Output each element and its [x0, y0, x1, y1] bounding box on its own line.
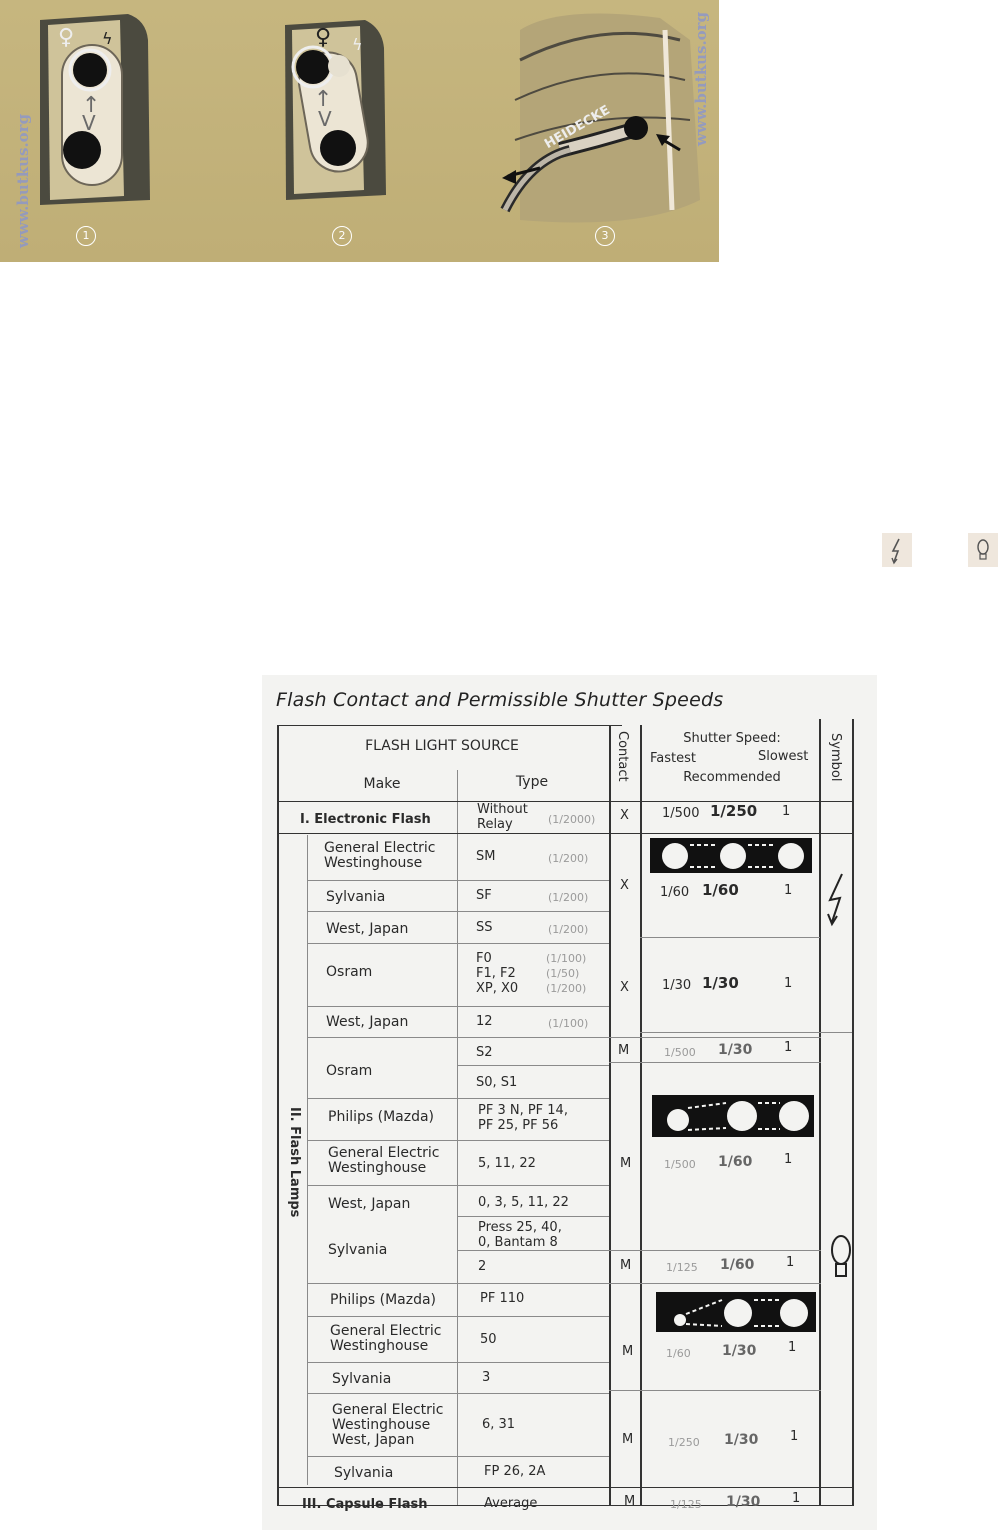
contact-row-14: M — [622, 1344, 634, 1359]
note-row-5: (1/100) — [548, 1017, 589, 1030]
electronic-flash-symbol-icon — [822, 870, 852, 930]
fastest-row-0: 1/500 — [662, 806, 700, 821]
type-row-16: 6, 31 — [482, 1417, 516, 1432]
contact-row-0: X — [620, 808, 629, 823]
flash-connection-illustration — [0, 0, 719, 262]
shutter-slot-graphic-m2 — [656, 1292, 816, 1332]
header-symbol: Symbol — [828, 733, 843, 782]
slowest-row-2: 1 — [784, 883, 793, 898]
recommended-row-4: 1/30 — [702, 974, 739, 992]
note-row-3: (1/200) — [548, 923, 589, 936]
header-shutter-speed: Shutter Speed: — [683, 731, 781, 746]
type-row-10: 0, 3, 5, 11, 22 — [478, 1195, 569, 1210]
flash-contact-table — [262, 675, 877, 1530]
recommended-row-6: 1/30 — [718, 1042, 753, 1058]
group-flash-lamps: II. Flash Lamps — [287, 1107, 302, 1218]
watermark-left: www.butkus.org — [14, 113, 33, 249]
note-row-0: (1/2000) — [548, 813, 596, 826]
type-row-13: PF 110 — [480, 1291, 525, 1306]
watermark-right: www.butkus.org — [692, 11, 711, 147]
fastest-row-16: 1/250 — [668, 1436, 700, 1449]
make-row-1: General Electric Westinghouse — [324, 840, 436, 871]
shutter-slot-graphic-m1 — [652, 1095, 814, 1137]
type-row-8: PF 3 N, PF 14, PF 25, PF 56 — [478, 1103, 568, 1133]
svg-text:♀: ♀ — [58, 25, 75, 50]
slowest-row-16: 1 — [790, 1429, 799, 1444]
type-row-11: Press 25, 40, 0, Bantam 8 — [478, 1220, 562, 1250]
make-row-11: Sylvania — [328, 1242, 388, 1258]
slowest-row-14: 1 — [788, 1340, 797, 1355]
contact-row-18: M — [624, 1494, 636, 1509]
recommended-row-18: 1/30 — [726, 1494, 761, 1510]
make-row-15: Sylvania — [332, 1371, 392, 1387]
note-row-1: (1/200) — [548, 852, 589, 865]
header-recommended: Recommended — [683, 770, 781, 785]
header-source: FLASH LIGHT SOURCE — [365, 738, 519, 754]
fastest-row-4: 1/30 — [662, 978, 692, 993]
type-row-17: FP 26, 2A — [484, 1464, 546, 1479]
make-row-17: Sylvania — [334, 1465, 394, 1481]
contact-row-9: M — [620, 1156, 632, 1171]
recommended-row-14: 1/30 — [722, 1343, 757, 1359]
header-slowest: Slowest — [758, 749, 809, 764]
type-row-14: 50 — [480, 1332, 497, 1347]
make-row-13: Philips (Mazda) — [330, 1292, 437, 1308]
note-row-2: (1/200) — [548, 891, 589, 904]
shutter-slot-graphic-x — [650, 838, 812, 873]
make-row-2: Sylvania — [326, 889, 386, 905]
header-contact: Contact — [615, 731, 630, 782]
svg-text:♀: ♀ — [315, 25, 332, 50]
header-make: Make — [363, 776, 401, 792]
type-row-18: Average — [484, 1496, 538, 1511]
recommended-row-2: 1/60 — [702, 881, 739, 899]
bulb-icon — [968, 533, 998, 567]
recommended-row-12: 1/60 — [720, 1257, 755, 1273]
type-row-4: F0 F1, F2 XP, X0 — [476, 951, 519, 996]
type-row-12: 2 — [478, 1259, 487, 1274]
fastest-row-9: 1/500 — [664, 1158, 696, 1171]
illustration-drawing — [0, 0, 719, 262]
type-row-9: 5, 11, 22 — [478, 1156, 536, 1171]
make-row-16: General Electric Westinghouse West, Japan — [332, 1402, 444, 1448]
header-fastest: Fastest — [650, 751, 696, 766]
slowest-row-0: 1 — [782, 804, 791, 819]
lightning-flash-icon — [882, 533, 912, 567]
make-row-3: West, Japan — [326, 921, 409, 937]
fastest-row-6: 1/500 — [664, 1046, 696, 1059]
step-number-1: 1 — [76, 226, 96, 246]
slowest-row-12: 1 — [786, 1255, 795, 1270]
svg-text:V: V — [318, 107, 332, 131]
contact-row-2: X — [620, 878, 629, 893]
type-row-6: S2 — [476, 1045, 493, 1060]
make-row-4: Osram — [326, 964, 373, 980]
svg-text:ϟ: ϟ — [352, 35, 363, 54]
type-without-relay: Without Relay — [477, 802, 528, 832]
svg-text:↑: ↑ — [82, 93, 101, 118]
make-row-9: General Electric Westinghouse — [328, 1145, 440, 1176]
recommended-row-16: 1/30 — [724, 1432, 759, 1448]
make-row-10: West, Japan — [328, 1196, 411, 1212]
type-row-2: SF — [476, 888, 492, 903]
make-row-14: General Electric Westinghouse — [330, 1323, 442, 1354]
step-number-3: 3 — [595, 226, 615, 246]
type-row-7: S0, S1 — [476, 1075, 518, 1090]
brand-text: HEIDECKE — [542, 102, 613, 153]
svg-text:ϟ: ϟ — [102, 29, 113, 48]
type-row-15: 3 — [482, 1370, 491, 1385]
recommended-row-0: 1/250 — [710, 802, 758, 820]
group-capsule-flash: III. Capsule Flash — [302, 1497, 428, 1512]
slowest-row-18: 1 — [792, 1491, 801, 1506]
header-type: Type — [515, 774, 549, 790]
svg-text:V: V — [82, 111, 96, 135]
fastest-row-12: 1/125 — [666, 1261, 698, 1274]
contact-row-12: M — [620, 1258, 632, 1273]
fastest-row-18: 1/125 — [670, 1498, 702, 1511]
flash-bulb-symbol-icon — [827, 1230, 857, 1285]
slowest-row-6: 1 — [784, 1040, 793, 1055]
make-row-8: Philips (Mazda) — [328, 1109, 435, 1125]
fastest-row-2: 1/60 — [660, 885, 690, 900]
make-row-6: Osram — [326, 1063, 373, 1079]
recommended-row-9: 1/60 — [718, 1154, 753, 1170]
slowest-row-4: 1 — [784, 976, 793, 991]
type-row-1: SM — [476, 849, 496, 864]
contact-row-6: M — [618, 1043, 630, 1058]
fastest-row-14: 1/60 — [666, 1347, 691, 1360]
table-title: Flash Contact and Permissible Shutter Speeds — [276, 689, 724, 711]
note-row-4: (1/100) (1/50) (1/200) — [546, 952, 587, 995]
contact-row-4: X — [620, 980, 629, 995]
type-row-5: 12 — [476, 1014, 493, 1029]
svg-text:↑: ↑ — [314, 87, 333, 112]
slowest-row-9: 1 — [784, 1152, 793, 1167]
type-row-3: SS — [476, 920, 493, 935]
group-electronic-flash: I. Electronic Flash — [300, 812, 431, 827]
step-number-2: 2 — [332, 226, 352, 246]
make-row-5: West, Japan — [326, 1014, 409, 1030]
contact-row-16: M — [622, 1432, 634, 1447]
